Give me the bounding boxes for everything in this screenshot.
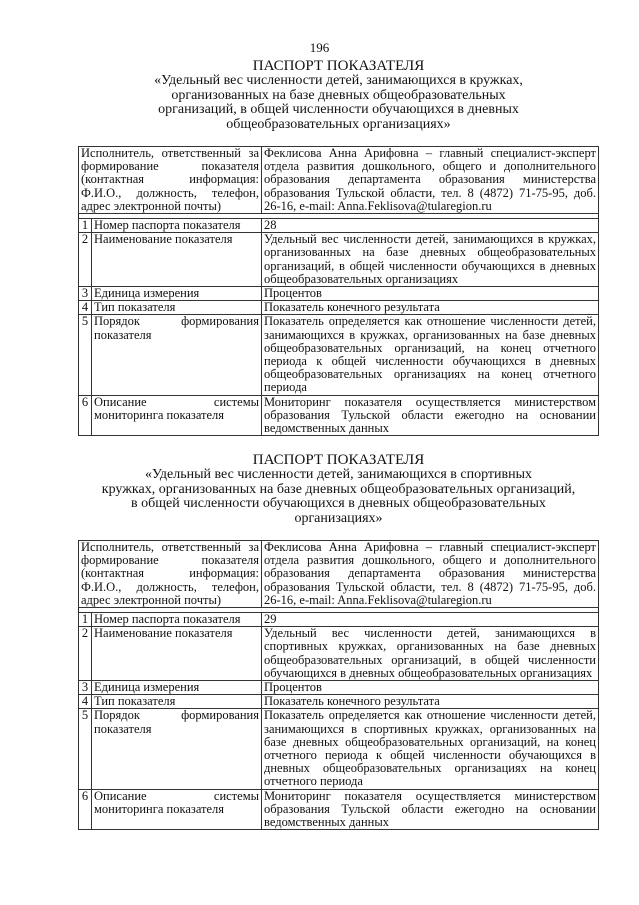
passport-table	[78, 540, 599, 830]
table-row	[79, 233, 599, 287]
row-label: Единица измерения	[92, 287, 262, 301]
subtitle-line: «Удельный вес численности детей, занимающихся в спортивных	[144, 467, 533, 482]
table-row	[79, 681, 599, 695]
row-number: 2	[79, 627, 92, 681]
row-value: 28	[262, 219, 599, 233]
row-number: 4	[79, 695, 92, 709]
row-label: Тип показателя	[92, 301, 262, 315]
row-number: 5	[79, 315, 92, 395]
table-row	[79, 613, 599, 627]
row-value: Мониторинг показателя осуществляется министерством образования Тульской области ежегодно на основании ведомственных данных	[262, 395, 599, 436]
row-label: Единица измерения	[92, 681, 262, 695]
subtitle-line: организаций, в общей численности обучающихся в дневных	[158, 102, 519, 117]
row-number: 2	[79, 233, 92, 287]
indicator-passport-28	[78, 58, 599, 436]
executor-label: Исполнитель, ответственный за формирование показателя (контактная информация: Ф.И.О., должность, телефон, адрес электронной почты)	[79, 147, 262, 214]
subtitle-line: «Удельный вес численности детей, занимающихся в кружках,	[154, 73, 523, 88]
row-number: 6	[79, 789, 92, 830]
row-label: Порядок формирования показателя	[92, 315, 262, 395]
row-label: Описание системы мониторинга показателя	[92, 395, 262, 436]
subtitle-line: организованных на базе дневных общеобразовательных	[171, 87, 506, 103]
executor-row	[79, 541, 599, 608]
row-label: Порядок формирования показателя	[92, 709, 262, 789]
row-value: Показатель определяется как отношение численности детей, занимающихся в спортивных кружках, организованных на базе дневных общеобразовательных организаций, на конец отчетного периода к общей численности обучающихся в дневных общеобразовательных организациях на конец отчетного периода	[262, 709, 599, 789]
passport-table	[78, 146, 599, 436]
executor-value: Феклисова Анна Арифовна – главный специалист-эксперт отдела развития дошкольного, общего и дополнительного образования департамента образования министерства образования Тульской области, тел. 8 (4872) 71-75-95, доб. 26-16, e-mail: Anna.Feklisova@tularegion.ru	[262, 541, 599, 608]
page-number: 196	[309, 40, 330, 55]
table-row	[79, 287, 599, 301]
table-row	[79, 789, 599, 830]
table-row	[79, 627, 599, 681]
row-number: 3	[79, 681, 92, 695]
row-number: 5	[79, 709, 92, 789]
row-value: Процентов	[262, 287, 599, 301]
row-number: 4	[79, 301, 92, 315]
table-row	[79, 695, 599, 709]
row-value: Удельный вес численности детей, занимающихся в спортивных кружках, организованных на базе дневных общеобразовательных организаций, в общей численности обучающихся в дневных общеобразовательных организациях	[262, 627, 599, 681]
passport-subtitle	[81, 74, 596, 132]
subtitle-line: общеобразовательных организациях»	[226, 116, 451, 132]
subtitle-line: организациях»	[294, 510, 383, 526]
row-label: Наименование показателя	[92, 627, 262, 681]
subtitle-line: кружках, организованных на базе дневных общеобразовательных организаций,	[101, 481, 576, 497]
table-row	[79, 301, 599, 315]
table-row	[79, 395, 599, 436]
row-value: Мониторинг показателя осуществляется министерством образования Тульской области ежегодно на основании ведомственных данных	[262, 789, 599, 830]
row-label: Номер паспорта показателя	[92, 613, 262, 627]
row-label: Описание системы мониторинга показателя	[92, 789, 262, 830]
executor-value: Феклисова Анна Арифовна – главный специалист-эксперт отдела развития дошкольного, общего и дополнительного образования департамента образования министерства образования Тульской области, тел. 8 (4872) 71-75-95, доб. 26-16, e-mail: Anna.Feklisova@tularegion.ru	[262, 147, 599, 214]
row-label: Тип показателя	[92, 695, 262, 709]
row-number: 6	[79, 395, 92, 436]
table-row	[79, 315, 599, 395]
row-value: Удельный вес численности детей, занимающихся в кружках, организованных на базе дневных общеобразовательных организаций, в общей численности обучающихся в дневных общеобразовательных организациях	[262, 233, 599, 287]
row-number: 1	[79, 613, 92, 627]
table-row	[79, 709, 599, 789]
table-row	[79, 219, 599, 233]
passport-heading: ПАСПОРТ ПОКАЗАТЕЛЯ	[252, 452, 425, 468]
passport-subtitle	[81, 468, 596, 526]
row-value: 29	[262, 613, 599, 627]
row-label: Номер паспорта показателя	[92, 219, 262, 233]
row-number: 1	[79, 219, 92, 233]
executor-label: Исполнитель, ответственный за формирование показателя (контактная информация: Ф.И.О., должность, телефон, адрес электронной почты)	[79, 541, 262, 608]
subtitle-line: в общей численности обучающихся в дневных общеобразовательных	[131, 496, 546, 511]
row-value: Показатель определяется как отношение численности детей, занимающихся в кружках, организованных на базе дневных общеобразовательных организаций, на конец отчетного периода к общей численности обучающихся в дневных общеобразовательных организациях на конец отчетного периода	[262, 315, 599, 395]
executor-row	[79, 147, 599, 214]
row-value: Показатель конечного результата	[262, 695, 599, 709]
row-value: Процентов	[262, 681, 599, 695]
row-number: 3	[79, 287, 92, 301]
row-label: Наименование показателя	[92, 233, 262, 287]
passport-heading: ПАСПОРТ ПОКАЗАТЕЛЯ	[252, 58, 425, 74]
indicator-passport-29	[78, 452, 599, 830]
row-value: Показатель конечного результата	[262, 301, 599, 315]
